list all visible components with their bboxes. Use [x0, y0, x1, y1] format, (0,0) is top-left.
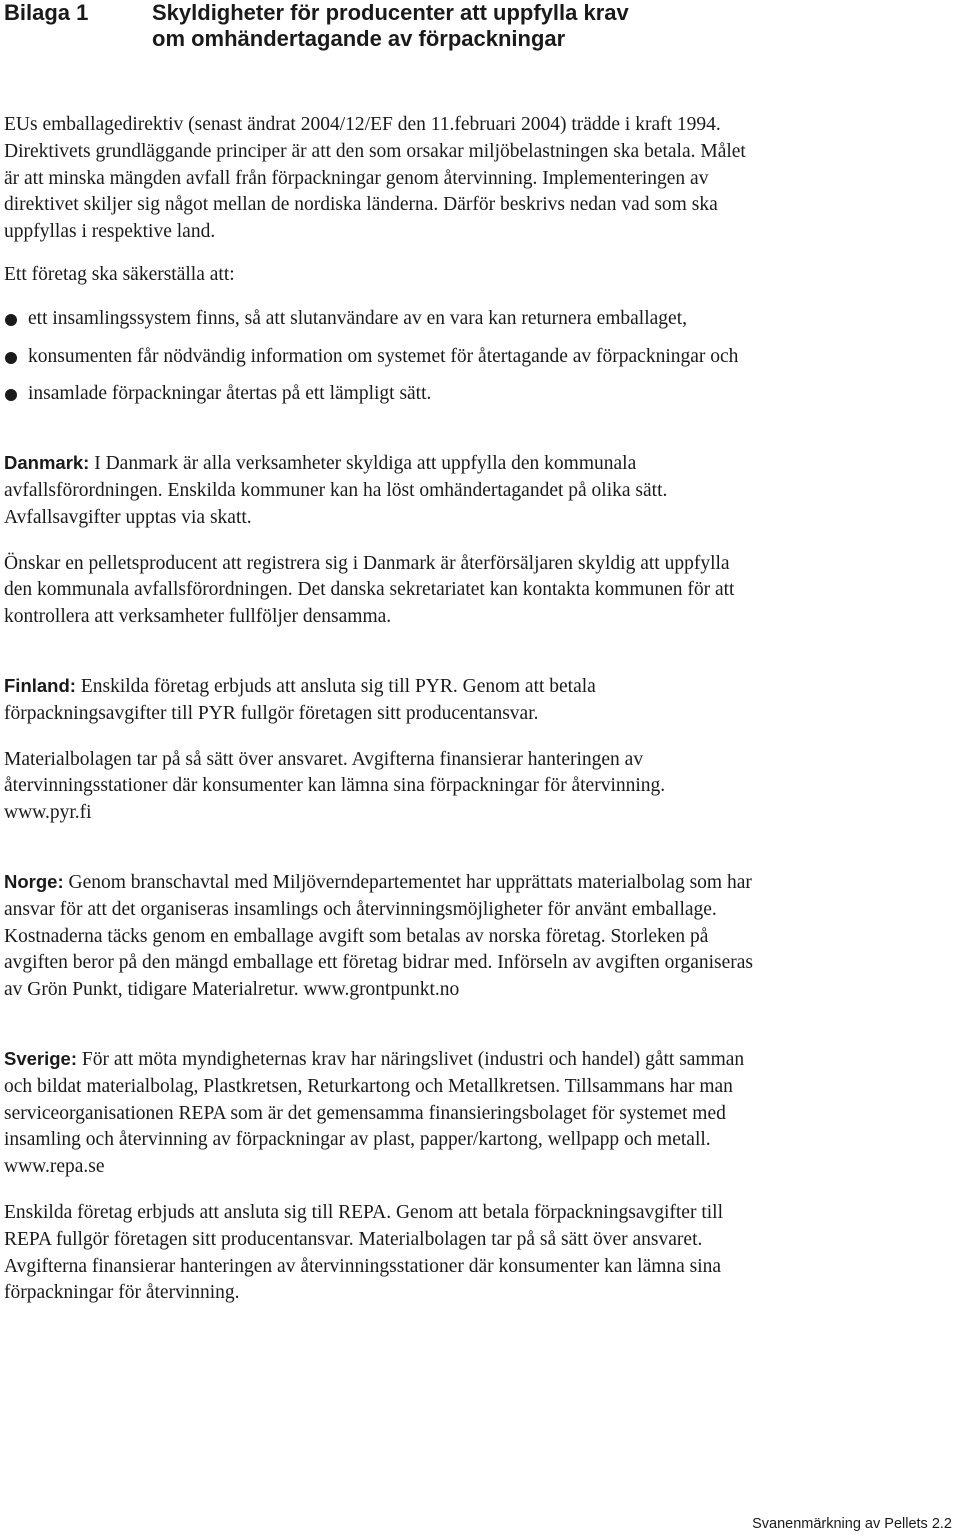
section-norway — [4, 869, 754, 1004]
list-item — [4, 344, 754, 371]
intro-lead: Ett företag ska säkerställa att: — [4, 263, 235, 285]
appendix-title-line-1: Skyldigheter för producenter att uppfylla krav — [152, 0, 629, 25]
finland-text: Enskilda företag erbjuds att ansluta sig till PYR. Genom att betala förpackningsavgifter till PYR fullgör företagen sitt producentansvar. — [4, 675, 596, 724]
list-item-text: insamlade förpackningar återtas på ett lämpligt sätt. — [28, 383, 432, 405]
country-name-norway: Norge: — [4, 870, 64, 892]
appendix-label: Bilaga 1 — [4, 0, 89, 25]
list-item — [4, 306, 754, 333]
appendix-title-line-2: om omhändertagande av förpackningar — [152, 26, 566, 51]
country-name-finland: Finland: — [4, 674, 76, 696]
intro-paragraph: EUs emballagedirektiv (senast ändrat 2004/12/EF den 11.februari 2004) trädde i kraft 1994. Direktivets grundläggande principer är att den som orsakar miljöbelastningen ska betala. Målet är att minska mängden avfall från förpackningar genom återvinning. Implementeringen av direktivet skiljer sig något mellan de nordiska länderna. Därför beskrivs nedan vad som ska uppfyllas i respektive land. — [4, 114, 746, 243]
sweden-followup: Enskilda företag erbjuds att ansluta sig till REPA. Genom att betala förpackningsavgifter till REPA fullgör företagen sitt producentansvar. Materialbolagen tar på så sätt över ansvaret. Avgifterna finansierar hanteringen av återvinningsstationer där konsumenter kan lämna sina förpackningar för återvinning. — [4, 1201, 723, 1304]
bullet-icon — [5, 352, 17, 364]
page-footer: Svanenmärkning av Pellets 2.2 — [752, 1516, 952, 1532]
appendix-title — [152, 0, 932, 52]
denmark-text: I Danmark är alla verksamheter skyldiga att uppfylla den kommunala avfallsförordningen. Enskilda kommuner kan ha löst omhändertagandet på olika sätt. Avfallsavgifter upptas via skatt. — [4, 453, 668, 528]
bullet-icon — [5, 389, 17, 401]
requirement-list — [4, 306, 754, 408]
denmark-followup: Önskar en pelletsproducent att registrera sig i Danmark är återförsäljaren skyldig att uppfylla den kommunala avfallsförordningen. Det danska sekretariatet kan kontakta kommunen för att kontrollera att verksamheter fullföljer densamma. — [4, 552, 735, 628]
list-item — [4, 381, 754, 408]
finland-followup: Materialbolagen tar på så sätt över ansvaret. Avgifterna finansierar hanteringen av återvinningsstationer där konsumenter kan lämna sina förpackningar för återvinning. www.pyr.fi — [4, 748, 666, 824]
country-name-denmark: Danmark: — [4, 452, 90, 474]
denmark-paragraph — [4, 450, 754, 531]
bullet-icon — [5, 314, 17, 326]
country-name-sweden: Sverige: — [4, 1047, 78, 1069]
sweden-text: För att möta myndigheternas krav har näringslivet (industri och handel) gått samman och bildat materialbolag, Plastkretsen, Returkartong och Metallkretsen. Tillsammans har man serviceorganisationen REPA som är det gemensamma finansieringsbolaget för systemet med insamling och återvinning av förpackningar av plast, papper/kartong, wellpapp och metall. www.repa.se — [4, 1048, 745, 1178]
document-body — [4, 112, 754, 1307]
finland-paragraph — [4, 673, 754, 728]
norway-paragraph — [4, 869, 754, 1004]
section-sweden — [4, 1046, 754, 1307]
sweden-paragraph — [4, 1046, 754, 1181]
section-finland — [4, 673, 754, 827]
list-item-text: konsumenten får nödvändig information om systemet för återtagande av förpackningar och — [28, 345, 739, 367]
section-denmark — [4, 450, 754, 631]
norway-text: Genom branschavtal med Miljöverndepartementet har upprättats materialbolag som har ansvar för att det organiseras insamlings och återvinningsmöjligheter för använt emballage. Kostnaderna täcks genom en emballage avgift som betalas av norska företag. Storleken på avgiften beror på den mängd emballage ett företag bidrar med. Införseln av avgiften organiseras av Grön Punkt, tidigare Materialretur. www.grontpunkt.no — [4, 871, 754, 1001]
list-item-text: ett insamlingssystem finns, så att slutanvändare av en vara kan returnera emballaget, — [28, 307, 687, 329]
